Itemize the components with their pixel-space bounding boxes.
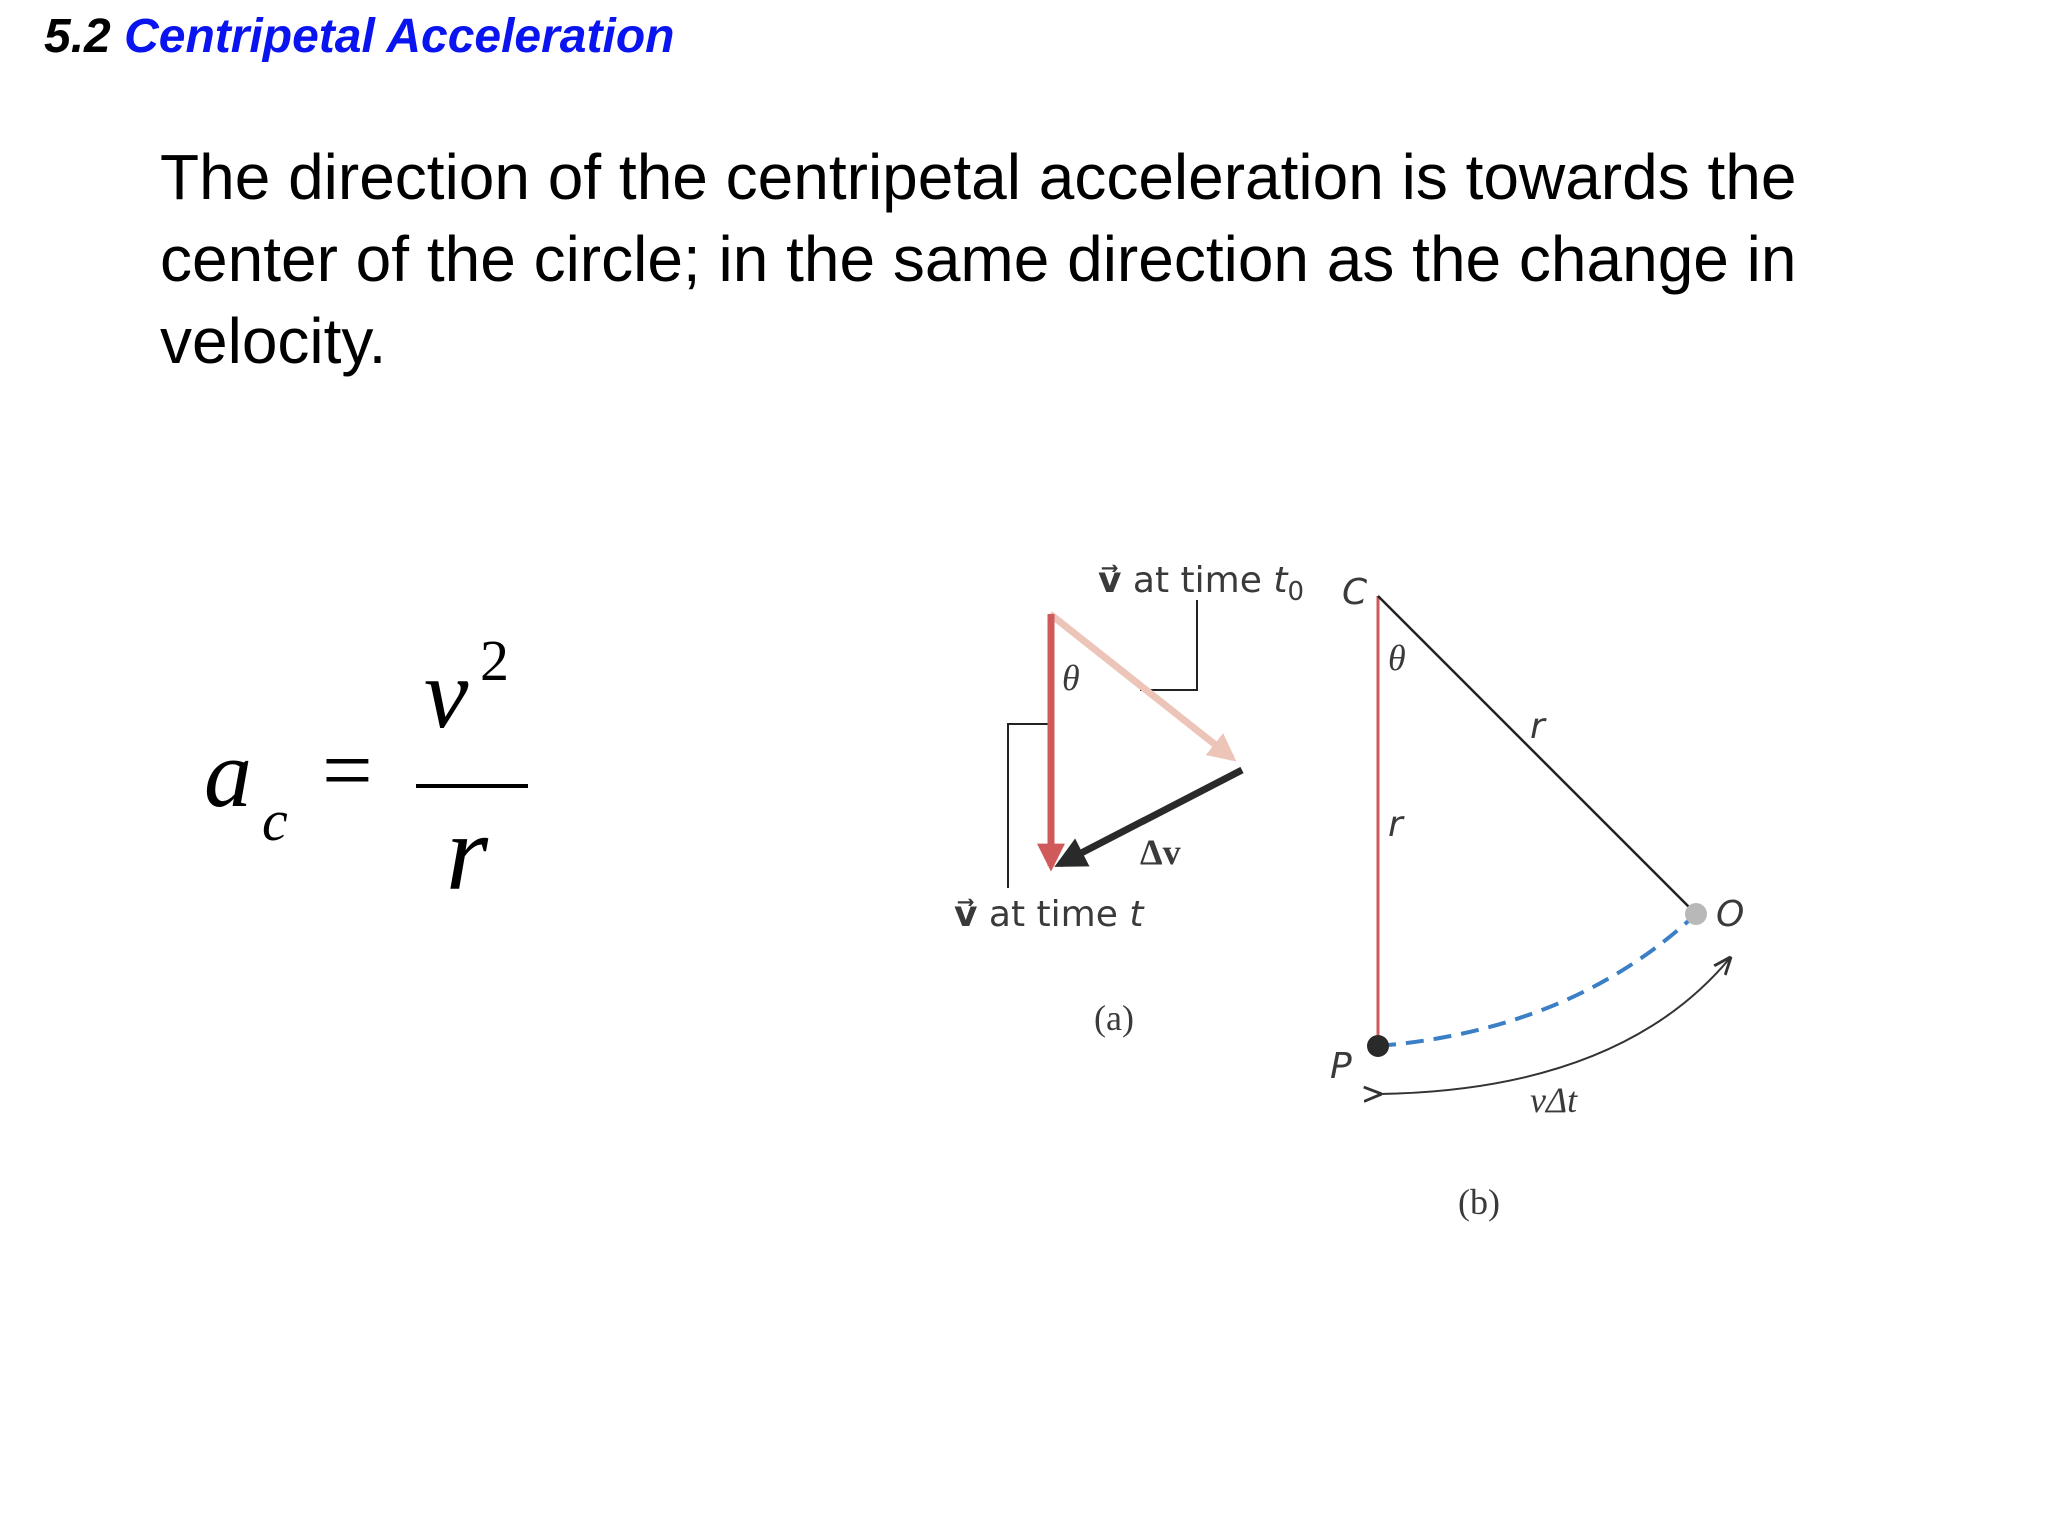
formula-exponent: 2 bbox=[480, 628, 509, 693]
circular-path-arc bbox=[1378, 914, 1696, 1046]
formula-v: v bbox=[424, 638, 469, 749]
point-o-dot bbox=[1685, 903, 1707, 925]
label-v-delta-t: vΔt bbox=[1530, 1080, 1578, 1120]
formula-a: a bbox=[204, 720, 252, 827]
label-c: C bbox=[1342, 572, 1368, 613]
caption-a: (a) bbox=[1094, 998, 1134, 1038]
leader-line-t0 bbox=[1140, 600, 1197, 690]
formula-equals: = bbox=[322, 721, 373, 820]
radius-co-line bbox=[1378, 596, 1696, 914]
caption-b: (b) bbox=[1458, 1182, 1500, 1222]
arc-length-arrow bbox=[1380, 958, 1730, 1094]
diagram-b bbox=[1330, 572, 1744, 1222]
label-o: O bbox=[1716, 894, 1745, 935]
leader-line-t bbox=[1008, 724, 1048, 888]
label-t0-var: t bbox=[1273, 560, 1288, 601]
formula-subscript-c: c bbox=[262, 788, 288, 853]
label-r-hypotenuse: r bbox=[1530, 706, 1545, 747]
label-theta-b: θ bbox=[1388, 638, 1406, 678]
label-t0-subscript: 0 bbox=[1287, 577, 1304, 607]
body-paragraph: The direction of the centripetal acceleration is towards the center of the circle; in the same direction as the change in velocity. bbox=[160, 141, 1797, 377]
label-v-at-time-t0 bbox=[1098, 560, 1304, 607]
title-text: Centripetal Acceleration bbox=[124, 10, 675, 63]
label-t-text: at time bbox=[977, 894, 1130, 935]
label-v-at-time-t bbox=[954, 894, 1145, 935]
label-p: P bbox=[1330, 1046, 1352, 1087]
label-t0-text: at time bbox=[1121, 560, 1274, 601]
label-r-vertical: r bbox=[1388, 804, 1403, 845]
v-vector-symbol-t: v⃗ bbox=[954, 894, 978, 935]
label-theta-a: θ bbox=[1062, 658, 1080, 698]
title-section-number: 5.2 bbox=[44, 10, 111, 63]
label-t-var: t bbox=[1129, 894, 1144, 935]
v-vector-symbol: v⃗ bbox=[1098, 560, 1122, 601]
point-p-dot bbox=[1367, 1035, 1389, 1057]
diagram-a bbox=[954, 560, 1304, 1038]
label-delta-v: Δv⃗ bbox=[1140, 832, 1209, 872]
formula-r: r bbox=[446, 794, 489, 913]
